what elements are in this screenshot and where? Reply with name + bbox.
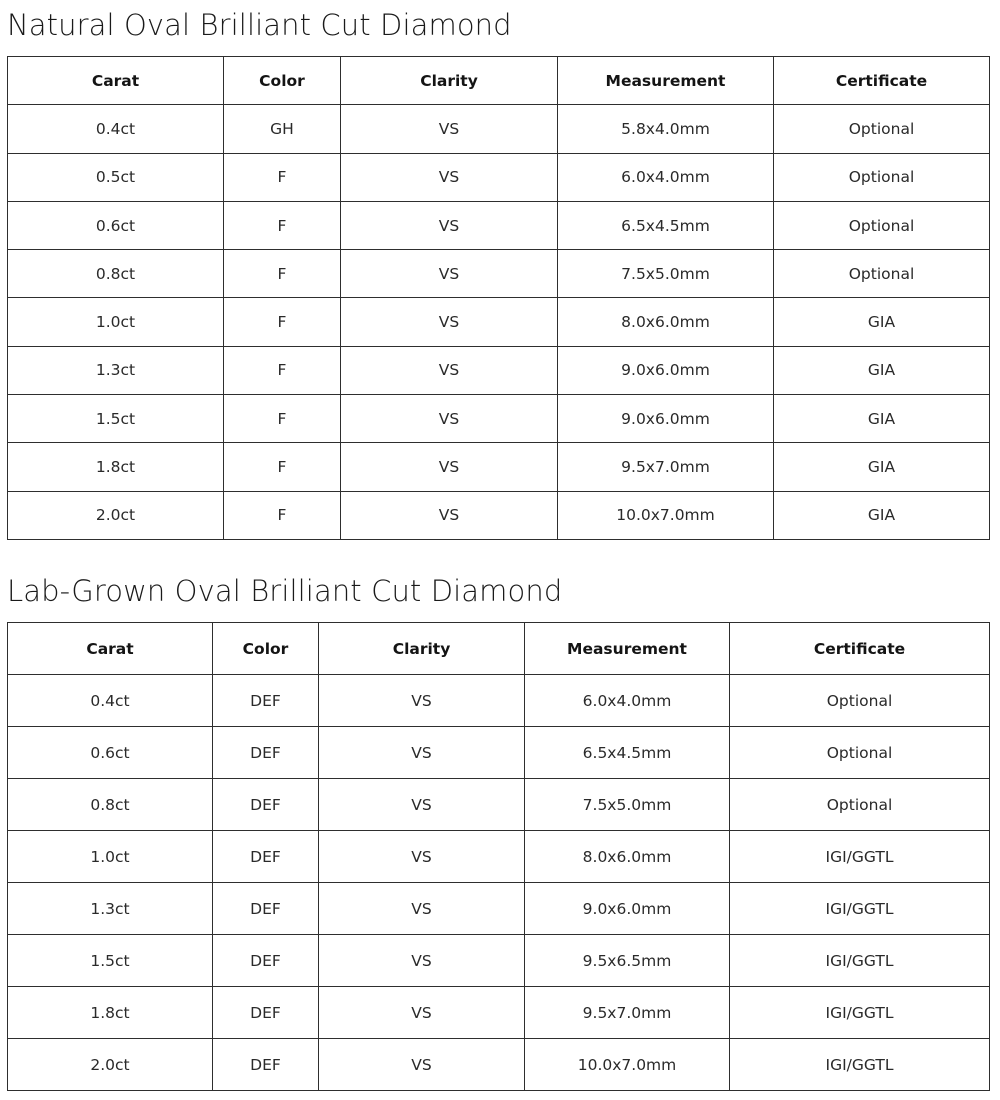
cell-certificate: Optional <box>730 779 990 831</box>
header-certificate: Certificate <box>730 623 990 675</box>
table-row <box>8 153 990 201</box>
cell-certificate: IGI/GGTL <box>730 831 990 883</box>
cell-certificate: GIA <box>774 298 990 346</box>
cell-color: DEF <box>213 779 319 831</box>
cell-carat: 2.0ct <box>8 1039 213 1091</box>
cell-certificate: IGI/GGTL <box>730 1039 990 1091</box>
cell-color: DEF <box>213 675 319 727</box>
cell-carat: 1.3ct <box>8 346 224 394</box>
cell-clarity: VS <box>341 298 558 346</box>
cell-carat: 1.0ct <box>8 298 224 346</box>
cell-measurement: 5.8x4.0mm <box>558 105 774 153</box>
cell-color: GH <box>224 105 341 153</box>
cell-measurement: 9.0x6.0mm <box>558 395 774 443</box>
header-measurement: Measurement <box>525 623 730 675</box>
cell-clarity: VS <box>319 1039 525 1091</box>
cell-certificate: Optional <box>774 105 990 153</box>
cell-carat: 1.5ct <box>8 395 224 443</box>
cell-clarity: VS <box>341 201 558 249</box>
cell-measurement: 10.0x7.0mm <box>525 1039 730 1091</box>
header-color: Color <box>213 623 319 675</box>
cell-carat: 1.5ct <box>8 935 213 987</box>
cell-measurement: 6.5x4.5mm <box>558 201 774 249</box>
cell-color: F <box>224 395 341 443</box>
cell-color: DEF <box>213 935 319 987</box>
cell-measurement: 10.0x7.0mm <box>558 491 774 539</box>
cell-clarity: VS <box>341 395 558 443</box>
cell-certificate: GIA <box>774 395 990 443</box>
cell-certificate: GIA <box>774 443 990 491</box>
table-row <box>8 443 990 491</box>
cell-carat: 1.0ct <box>8 831 213 883</box>
cell-measurement: 6.5x4.5mm <box>525 727 730 779</box>
cell-clarity: VS <box>319 987 525 1039</box>
cell-carat: 2.0ct <box>8 491 224 539</box>
cell-clarity: VS <box>319 779 525 831</box>
header-carat: Carat <box>8 623 213 675</box>
cell-carat: 0.5ct <box>8 153 224 201</box>
cell-color: F <box>224 346 341 394</box>
cell-color: F <box>224 250 341 298</box>
table-row <box>8 727 990 779</box>
cell-measurement: 9.5x6.5mm <box>525 935 730 987</box>
cell-clarity: VS <box>341 250 558 298</box>
table-row <box>8 779 990 831</box>
cell-color: DEF <box>213 883 319 935</box>
table-header-row <box>8 623 990 675</box>
cell-clarity: VS <box>319 831 525 883</box>
cell-measurement: 9.5x7.0mm <box>525 987 730 1039</box>
cell-measurement: 8.0x6.0mm <box>525 831 730 883</box>
cell-clarity: VS <box>319 675 525 727</box>
table-row <box>8 1039 990 1091</box>
cell-certificate: IGI/GGTL <box>730 883 990 935</box>
table-row <box>8 831 990 883</box>
cell-color: F <box>224 491 341 539</box>
cell-color: F <box>224 201 341 249</box>
table-header-row <box>8 57 990 105</box>
cell-clarity: VS <box>319 883 525 935</box>
cell-color: DEF <box>213 831 319 883</box>
cell-color: F <box>224 443 341 491</box>
cell-carat: 1.3ct <box>8 883 213 935</box>
cell-certificate: IGI/GGTL <box>730 987 990 1039</box>
cell-carat: 1.8ct <box>8 443 224 491</box>
cell-color: DEF <box>213 1039 319 1091</box>
table-row <box>8 935 990 987</box>
cell-carat: 0.4ct <box>8 105 224 153</box>
cell-certificate: Optional <box>774 201 990 249</box>
cell-carat: 0.6ct <box>8 727 213 779</box>
cell-carat: 0.4ct <box>8 675 213 727</box>
table-row <box>8 250 990 298</box>
cell-measurement: 7.5x5.0mm <box>558 250 774 298</box>
cell-measurement: 9.5x7.0mm <box>558 443 774 491</box>
cell-clarity: VS <box>319 935 525 987</box>
table-row <box>8 201 990 249</box>
cell-color: DEF <box>213 727 319 779</box>
cell-measurement: 9.0x6.0mm <box>558 346 774 394</box>
cell-color: DEF <box>213 987 319 1039</box>
cell-clarity: VS <box>341 491 558 539</box>
cell-color: F <box>224 153 341 201</box>
cell-measurement: 8.0x6.0mm <box>558 298 774 346</box>
header-clarity: Clarity <box>341 57 558 105</box>
cell-color: F <box>224 298 341 346</box>
cell-measurement: 6.0x4.0mm <box>558 153 774 201</box>
cell-measurement: 7.5x5.0mm <box>525 779 730 831</box>
header-carat: Carat <box>8 57 224 105</box>
cell-certificate: Optional <box>774 153 990 201</box>
cell-clarity: VS <box>341 443 558 491</box>
header-measurement: Measurement <box>558 57 774 105</box>
cell-measurement: 6.0x4.0mm <box>525 675 730 727</box>
table-row <box>8 491 990 539</box>
cell-carat: 1.8ct <box>8 987 213 1039</box>
table-row <box>8 346 990 394</box>
header-certificate: Certificate <box>774 57 990 105</box>
cell-certificate: Optional <box>774 250 990 298</box>
cell-certificate: GIA <box>774 346 990 394</box>
natural-diamond-table <box>7 56 990 540</box>
cell-carat: 0.6ct <box>8 201 224 249</box>
header-color: Color <box>224 57 341 105</box>
cell-clarity: VS <box>319 727 525 779</box>
cell-certificate: IGI/GGTL <box>730 935 990 987</box>
cell-clarity: VS <box>341 346 558 394</box>
table-row <box>8 987 990 1039</box>
header-clarity: Clarity <box>319 623 525 675</box>
cell-carat: 0.8ct <box>8 779 213 831</box>
cell-clarity: VS <box>341 105 558 153</box>
cell-clarity: VS <box>341 153 558 201</box>
table-row <box>8 105 990 153</box>
cell-certificate: Optional <box>730 675 990 727</box>
cell-certificate: Optional <box>730 727 990 779</box>
cell-certificate: GIA <box>774 491 990 539</box>
table-row <box>8 395 990 443</box>
table-row <box>8 298 990 346</box>
table-row <box>8 883 990 935</box>
lab-section-title: Lab-Grown Oval Brilliant Cut Diamond <box>7 574 563 608</box>
cell-carat: 0.8ct <box>8 250 224 298</box>
lab-diamond-table <box>7 622 990 1091</box>
cell-measurement: 9.0x6.0mm <box>525 883 730 935</box>
table-row <box>8 675 990 727</box>
natural-section-title: Natural Oval Brilliant Cut Diamond <box>7 8 512 42</box>
